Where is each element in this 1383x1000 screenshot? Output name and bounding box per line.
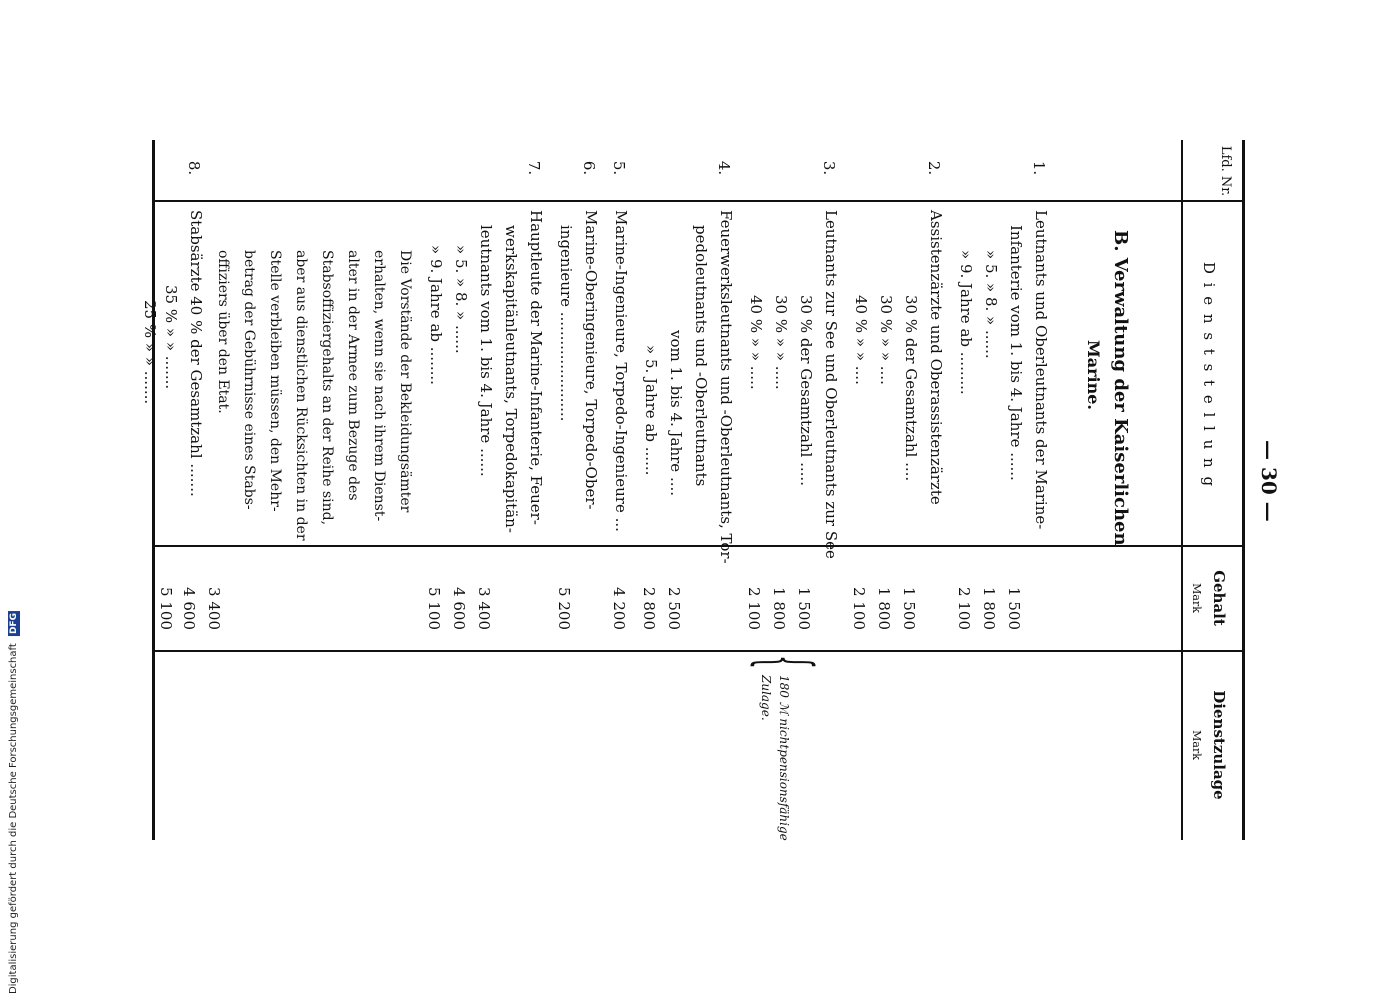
row-text: Marine-Ingenieure, Torpedo-Ingenieure ... [612,210,630,532]
row-text: Stabsärzte 40 % der Gesamtzahl ....... [187,210,205,497]
attribution-text: Digitalisierung gefördert durch die Deutsche Forschungsgemeinschaft [8,643,19,994]
row-amount: 1 800 [770,587,788,630]
row-amount: 1 500 [1005,587,1023,630]
row-text: » 5. » 8. » ...... [982,250,1000,359]
row-amount: 1 500 [900,587,918,630]
row-amount: 1 800 [875,587,893,630]
header-dienststellung: D i e n s t s t e l l u n g [1200,261,1218,489]
row-text: Feuerwerksleutnants und -Oberleutnants, Tor- [717,210,735,564]
row-text: Assistenzärzte und Oberassistenzärzte [927,210,945,505]
col-rule-1 [153,200,1243,202]
footnote-bekleidungsaemter: Die Vorstände der Bekleidungsämter erhalten, wenn sie nach ihrem Dienst- alter in der Armee zum Bezuge des Stabsoffiziergehalts an der Reihe sind, aber aus dienstlichen Rücksichten in der Stelle verbleiben müssen, den Mehr- betrag der Gebührnisse eines Stabs- offiziers über den Etat. [215,250,413,541]
row-amount: 2 500 [665,587,683,630]
header-rule [1181,140,1183,840]
row-amount: 2 100 [955,587,973,630]
zulage-brace: { [743,655,823,669]
header-zulage-unit: Mark [1190,730,1203,760]
row-amount: 5 100 [157,587,175,630]
row-text: 30 % der Gesamtzahl .... [902,295,920,482]
row-amount: 5 200 [555,587,573,630]
row-text: Marine-Oberingenieure, Torpedo-Ober- [582,210,600,510]
header-zulage: Dienstzulage [1210,690,1228,800]
row-text: 40 % » » .... [852,295,870,385]
row-amount: 4 600 [450,587,468,630]
row-text: » 5. » 8. » ...... [452,245,470,354]
zulage-note-line: 180 ℳ nichtpensionsfähige [777,675,791,841]
row-text: Leutnants und Oberleutnants der Marine- [1032,210,1050,530]
row-amount: 2 100 [745,587,763,630]
row-amount: 1 800 [980,587,998,630]
header-gehalt: Gehalt [1210,570,1228,626]
row-text: Infanterie vom 1. bis 4. Jahre ...... [1007,225,1025,481]
row-number: 2. [925,160,943,176]
row-amount: 2 800 [640,587,658,630]
row-number: 5. [610,160,628,176]
row-text: Hauptleute der Marine-Infanterie, Feuer- [527,210,545,525]
row-text: » 9. Jahre ab ........ [427,245,445,385]
row-amount: 5 100 [425,587,443,630]
row-text: ingenieure ....................... [557,225,575,422]
table-top-rule [1242,140,1245,840]
row-number: 4. [715,160,733,176]
row-text: » 5. Jahre ab ...... [642,345,660,476]
header-gehalt-unit: Mark [1190,583,1203,613]
row-text: werkskapitänleutnants, Torpedokapitän- [502,225,520,533]
row-amount: 3 400 [475,587,493,630]
row-text: 35 % » » ....... [162,285,180,390]
col-rule-2 [153,545,1243,547]
zulage-note-line: Zulage. [759,675,773,721]
page-number: — 30 — [1257,440,1281,522]
row-amount: 1 500 [795,587,813,630]
row-text: pedoleutnants und -Oberleutnants [692,225,710,487]
row-text: 25 % » » ....... [141,300,159,405]
row-number: 1. [1030,160,1048,176]
row-amount: 4 200 [610,587,628,630]
row-text: 30 % der Gesamtzahl ..... [797,295,815,486]
section-subtitle: Marine. [1084,340,1103,410]
dfg-logo-icon: DFG [9,612,19,634]
row-text: vom 1. bis 4. Jahre .... [667,330,685,497]
row-text: » 9. Jahre ab ......... [957,250,975,395]
section-title: B. Verwaltung der Kaiserlichen [1110,230,1131,546]
row-text: leutnants vom 1. bis 4. Jahre ...... [477,225,495,477]
row-text: Leutnants zur See und Oberleutnants zur See [822,210,840,559]
row-text: 30 % » » .... [877,295,895,385]
row-amount: 2 100 [850,587,868,630]
col-rule-3 [153,650,1243,652]
row-number: 6. [580,160,598,176]
row-amount: 4 600 [180,587,198,630]
row-text: 40 % » » ..... [747,295,765,390]
row-text: 30 % » » ..... [772,295,790,390]
row-amount: 3 400 [205,587,223,630]
row-number: 7. [525,160,543,176]
table-bottom-rule [152,140,155,840]
row-number: 8. [185,160,203,176]
header-nr: Lfd. Nr. [1218,145,1233,197]
row-number: 3. [820,160,838,176]
dfg-attribution [8,611,20,994]
